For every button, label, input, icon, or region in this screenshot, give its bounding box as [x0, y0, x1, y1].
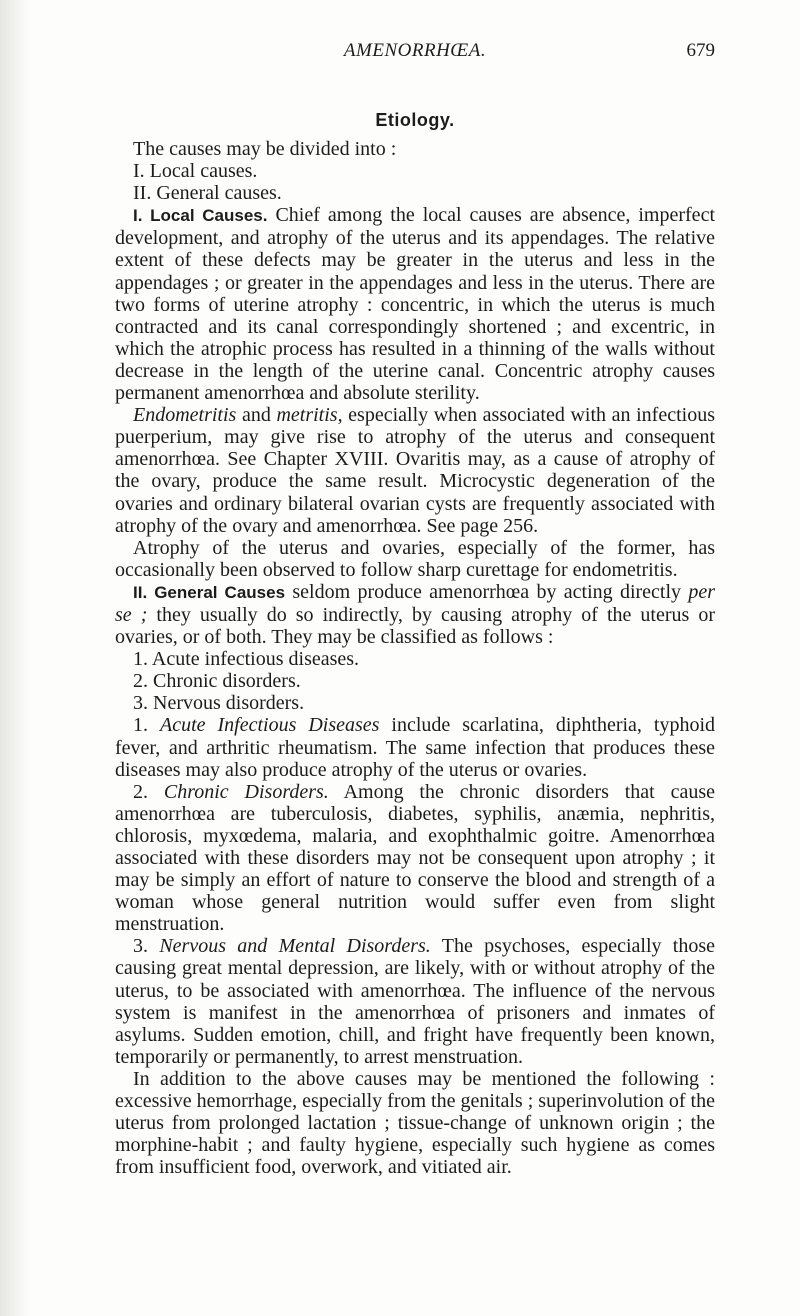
- intro-paragraph: The causes may be divided into :: [133, 138, 397, 160]
- list-item: II. General causes.: [133, 182, 282, 205]
- list-item: 2. Chronic disorders.: [133, 670, 301, 693]
- page-number: 679: [686, 40, 715, 61]
- nervous-disorders-paragraph: 3. Nervous and Mental Disorders. The psychoses, especially those causing great mental depression, are likely, with or without atrophy of the uterus, to be associated with amenorrhœa. The influence of the nervous system is manifest in the amenorrhœa of prisoners and inmates of asylums. Sudden emotion, chill, and fright have frequently been known, temporarily or permanently, to arrest menstruation.: [115, 935, 716, 1068]
- running-title: AMENORRHŒA.: [343, 40, 487, 61]
- subheading: II. General Causes: [133, 582, 286, 602]
- section-title: Etiology.: [375, 110, 455, 130]
- body-text: [115, 138, 715, 1178]
- chronic-disorders-paragraph: 2. Chronic Disorders. Among the chronic disorders that cause amenorrhœa are tuberculosis, diabetes, syphilis, anæmia, nephritis, chlorosis, myxœdema, malaria, and exophthalmic goitre. Amenorrhœa associated with these disorders may not be consequent upon atrophy ; it may be simply an effort of nature to conserve the blood and strength of a woman whose general nutrition would suffer even from slight menstruation.: [115, 780, 715, 936]
- local-causes-paragraph: I. Local Causes. Chief among the local causes are absence, imperfect development, and atrophy of the uterus and its appendages. The relative extent of these defects may be greater in the uterus and less in the appendages ; or greater in the appendages and less in the uterus. There are two forms of uterine atrophy : concentric, in which the uterus is much contracted and its canal correspondingly shortened ; and excentric, in which the atrophic process has resulted in a thinning of the walls without decrease in the length of the uterine canal. Concentric atrophy causes permanent amenorrhœa and absolute sterility.: [115, 204, 715, 405]
- page-gutter-shadow: [0, 0, 30, 1316]
- additional-causes-paragraph: In addition to the above causes may be mentioned the following : excessive hemorrhage, especially from the genitals ; superinvolution of the uterus from prolonged lactation ; tissue-change of unknown origin ; the morphine-habit ; and faulty hygiene, especially such hygiene as comes from insufficient food, overwork, and vitiated air.: [115, 1067, 715, 1179]
- acute-infectious-paragraph: 1. Acute Infectious Diseases include scarlatina, diphtheria, typhoid fever, and arthritic rheumatism. The same infection that produces these diseases may also produce atrophy of the uterus or ovaries.: [115, 714, 716, 781]
- endometritis-paragraph: Endometritis and metritis, especially when associated with an infectious puerperium, may give rise to atrophy of the uterus and consequent amenorrhœa. See Chapter XVIII. Ovaritis may, as a cause of atrophy of the ovary, produce the same result. Microcystic degeneration of the ovaries and ordinary bilateral ovarian cysts are frequently associated with atrophy of the ovary and amenorrhœa. See page 256.: [115, 404, 715, 537]
- list-item: 1. Acute infectious diseases.: [133, 648, 360, 671]
- list-item: 3. Nervous disorders.: [133, 692, 305, 715]
- curettage-paragraph: Atrophy of the uterus and ovaries, especially of the former, has occasionally been observed to follow sharp curettage for endometritis.: [115, 536, 715, 581]
- list-item: I. Local causes.: [133, 160, 258, 183]
- running-head: [115, 40, 715, 68]
- subheading: I. Local Causes.: [133, 206, 268, 226]
- general-causes-paragraph: II. General Causes seldom produce amenorrhœa by acting directly per se ; they usually do so indirectly, by causing atrophy of the uterus or ovaries, or of both. They may be classified as follows :: [115, 580, 716, 649]
